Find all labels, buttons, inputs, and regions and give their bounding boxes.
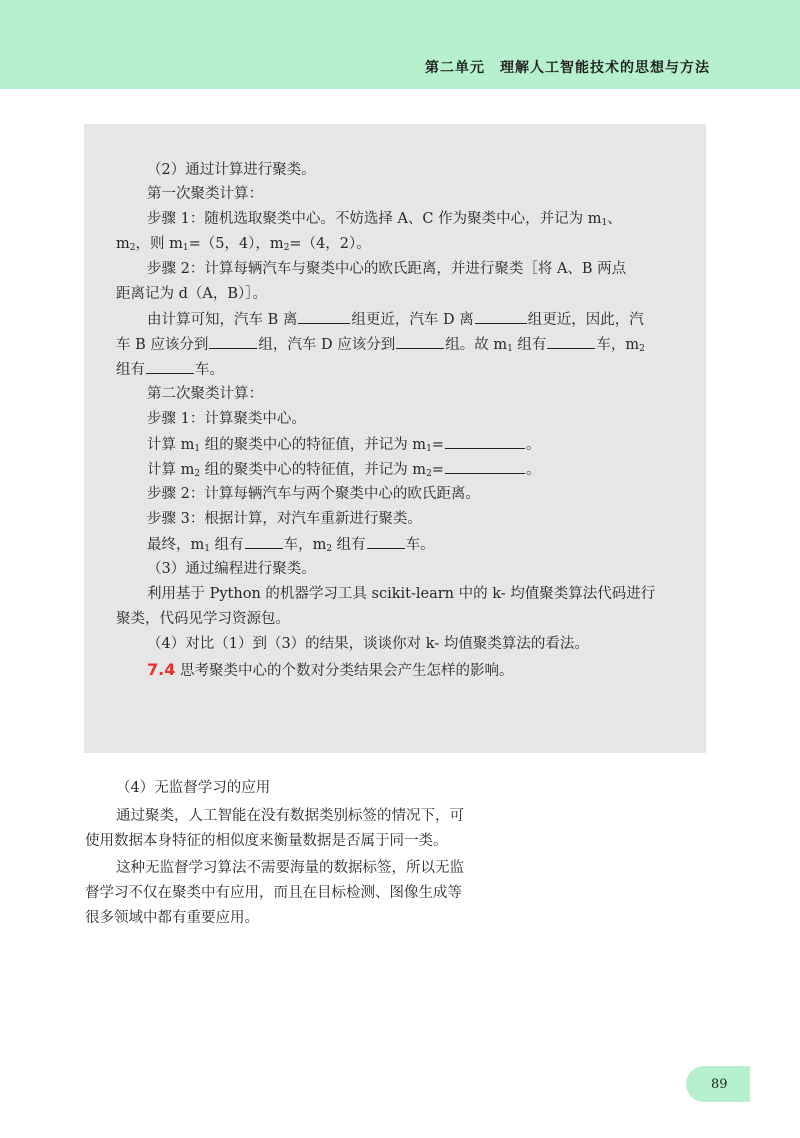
activity-line: 由计算可知，汽车 B 离 组更近，汽车 D 离 组更近，因此，汽 [147, 309, 644, 330]
activity-line: 距离记为 d（A，B）］。 [116, 286, 268, 302]
fill-blank[interactable] [445, 434, 525, 449]
chapter-title: 第二单元 理解人工智能技术的思想与方法 [425, 60, 710, 76]
fill-blank[interactable] [298, 309, 350, 324]
activity-line: 步骤 2：计算每辆汽车与聚类中心的欧氏距离，并进行聚类［将 A、B 两点 [147, 261, 627, 277]
section-heading: （4）无监督学习的应用 [116, 780, 271, 796]
activity-line: 步骤 1：随机选取聚类中心。不妨选择 A、C 作为聚类中心，并记为 $m_1$、 [147, 211, 622, 228]
body-paragraph-line: 这种无监督学习算法不需要海量的数据标签，所以无监 [116, 860, 464, 876]
fill-blank[interactable] [445, 459, 525, 474]
question-number: 7.4 [147, 660, 176, 679]
activity-line: 计算 $m_1$ 组的聚类中心的特征值，并记为 $m_1=$ 。 [147, 434, 540, 455]
activity-line: 步骤 1：计算聚类中心。 [147, 411, 306, 427]
activity-line: 步骤 3：根据计算，对汽车重新进行聚类。 [147, 511, 422, 527]
fill-blank[interactable] [245, 534, 283, 549]
activity-line: 组有 车。 [116, 359, 224, 380]
page-number: 89 [711, 1077, 728, 1092]
fill-blank[interactable] [547, 334, 595, 349]
activity-line: 第二次聚类计算： [147, 386, 263, 402]
body-paragraph-line: 督学习不仅在聚类中有应用，而且在目标检测、图像生成等 [85, 885, 462, 901]
body-paragraph-line: 通过聚类，人工智能在没有数据类别标签的情况下，可 [116, 808, 464, 824]
activity-line: 聚类，代码见学习资源包。 [116, 611, 290, 627]
body-paragraph-line: 使用数据本身特征的相似度来衡量数据是否属于同一类。 [85, 833, 448, 849]
fill-blank[interactable] [475, 309, 527, 324]
fill-blank[interactable] [367, 534, 405, 549]
body-paragraph-line: 很多领域中都有重要应用。 [85, 910, 259, 926]
activity-line: 利用基于 Python 的机器学习工具 scikit-learn 中的 k- 均值聚类算法代码进行 [147, 586, 656, 602]
activity-line: （2）通过计算进行聚类。 [147, 162, 316, 178]
activity-line: （3）通过编程进行聚类。 [147, 561, 316, 577]
fill-blank[interactable] [396, 334, 444, 349]
activity-line: 步骤 2：计算每辆汽车与两个聚类中心的欧氏距离。 [147, 486, 480, 502]
activity-line: 第一次聚类计算： [147, 186, 263, 202]
fill-blank[interactable] [146, 359, 194, 374]
activity-line: 车 B 应该分到 组，汽车 D 应该分到 组。故 $m_1$ 组有 车，$m_2$ [116, 334, 645, 355]
fill-blank[interactable] [209, 334, 257, 349]
activity-line: $m_2$，则 $m_1=(5$，4），$m_2=(4$，2）。 [116, 236, 371, 253]
activity-line: 计算 $m_2$ 组的聚类中心的特征值，并记为 $m_2=$ 。 [147, 459, 540, 480]
activity-line: （4）对比（1）到（3）的结果，谈谈你对 k- 均值聚类算法的看法。 [147, 636, 589, 652]
chapter-header-band [0, 0, 800, 89]
question-line: 7.4 思考聚类中心的个数对分类结果会产生怎样的影响。 [147, 660, 514, 679]
activity-line: 最终，$m_1$ 组有 车，$m_2$ 组有 车。 [147, 534, 435, 555]
